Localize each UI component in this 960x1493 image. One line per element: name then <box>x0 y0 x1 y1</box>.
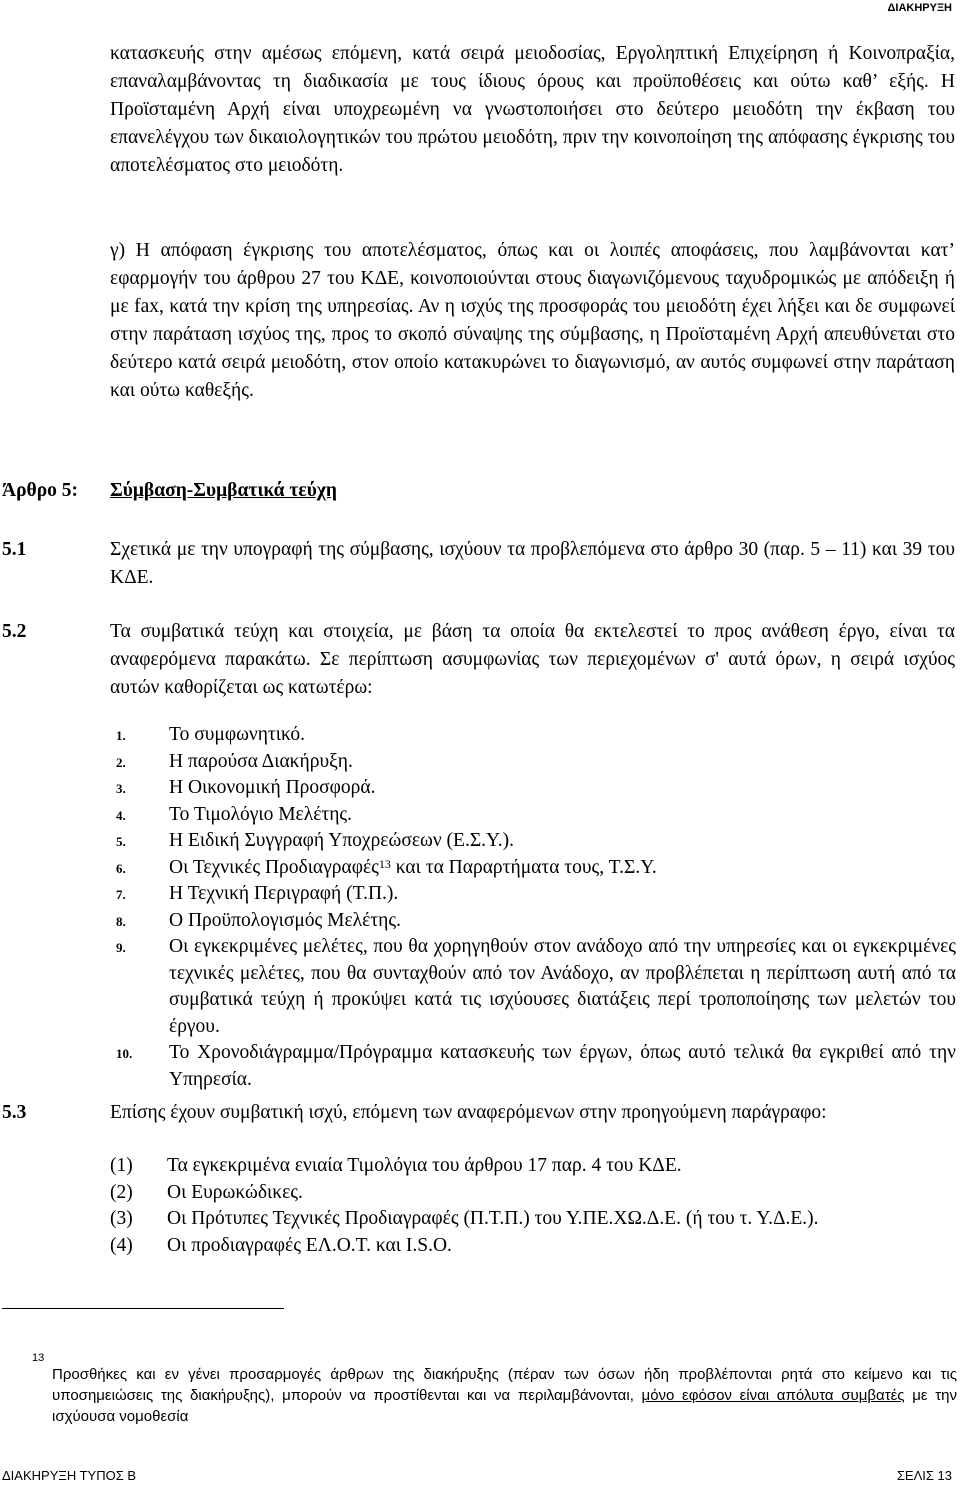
list-item-number: 2. <box>116 754 126 770</box>
list-item <box>116 775 956 802</box>
list-item-text: Η Ειδική Συγγραφή Υποχρεώσεων (Ε.Σ.Υ.). <box>169 830 514 851</box>
list-item <box>110 1180 955 1207</box>
list-item <box>116 1040 956 1093</box>
list-item-text: Οι Πρότυπες Τεχνικές Προδιαγραφές (Π.Τ.Π.) του Υ.ΠΕ.ΧΩ.Δ.Ε. (ή του τ. Υ.Δ.Ε.). <box>167 1208 819 1229</box>
list-item-text-continued: και τα Παραρτήματα τους, Τ.Σ.Υ. <box>390 856 657 878</box>
list-item-text: Οι εγκεκριμένες μελέτες, που θα χορηγηθούν στον ανάδοχο από την υπηρεσίες και οι εγκεκριμένες τεχνικές μελέτες, που θα συνταχθούν από τον Ανάδοχο, αν προβλέπεται η περίπτωση αυτή από τα συμβατικά τεύχη ή προκύψει κατά τις ισχύουσες διατάξεις περί τροποποίησης των μελετών του έργου. <box>169 936 956 1037</box>
footnote-text <box>52 1364 957 1427</box>
article-title: Σύμβαση-Συμβατικά τεύχη <box>110 480 337 501</box>
list-item <box>116 908 956 935</box>
section-5-3-number: 5.3 <box>2 1102 27 1123</box>
list-item-text: Το Χρονοδιάγραμμα/Πρόγραμμα κατασκευής των έργων, όπως αυτό τελικά θα εγκριθεί από την Υπηρεσία. <box>169 1042 956 1090</box>
list-item <box>116 722 956 749</box>
footnote-reference[interactable]: 13 <box>378 856 391 871</box>
footnote-text-start: Προσθήκες και εν γένει προσαρμογές άρθρων της διακήρυξης (πέραν των όσων ήδη προβλέπονται ρητά στο κείμενο και τις υποσημειώσεις της διακήρυξης), μπορούν να προστίθενται και να περιλαμβάνονται, <box>52 1366 957 1404</box>
list-item-text: Τα εγκεκριμένα ενιαία Τιμολόγια του άρθρου 17 παρ. 4 του ΚΔΕ. <box>167 1155 682 1176</box>
page-header-title: ΔΙΑΚΗΡΥΞΗ <box>887 2 952 14</box>
list-item-text: Το συμφωνητικό. <box>169 724 306 745</box>
list-item-number: 6. <box>116 860 126 876</box>
additional-documents-list <box>110 1153 955 1259</box>
list-item-text: Οι προδιαγραφές ΕΛ.Ο.Τ. και I.S.O. <box>167 1234 452 1256</box>
list-item-number: (3) <box>110 1208 133 1229</box>
footnote-separator <box>2 1308 284 1309</box>
contract-documents-list <box>116 722 956 1093</box>
list-item <box>116 881 956 908</box>
list-item <box>116 749 956 776</box>
list-item-number: (2) <box>110 1181 133 1203</box>
list-item <box>116 828 956 855</box>
item-c-paragraph: γ) Η απόφαση έγκρισης του αποτελέσματος, όπως και οι λοιπές αποφάσεις, που λαμβάνονται κατ’ εφαρμογήν του άρθρου 27 του ΚΔΕ, κοινοποιούνται στους διαγωνιζόμενους ταχυδρομικώς με απόδειξη ή με fax, κατά την κρίση της υπηρεσίας. Αν η ισχύς της προσφοράς του μειοδότη έχει λήξει και δε συμφωνεί στην παράταση ισχύος της, προς το σκοπό σύναψης της σύμβασης, η Προϊσταμένη Αρχή απευθύνεται στο δεύτερο κατά σειρά μειοδότη, στον οποίο κατακυρώνει το διαγωνισμό, αν αυτός συμφωνεί στην παράταση και ούτω καθεξής. <box>110 240 955 401</box>
list-item-text: Η Οικονομική Προσφορά. <box>169 777 376 798</box>
list-item <box>116 934 956 1040</box>
list-item-text: Η Τεχνική Περιγραφή (Τ.Π.). <box>169 883 399 904</box>
article-label: Άρθρο 5: <box>2 480 79 501</box>
list-item-text: Οι Τεχνικές Προδιαγραφές <box>169 856 379 878</box>
footnote-text-underlined: μόνο εφόσον είναι απόλυτα συμβατές <box>641 1387 905 1404</box>
list-item <box>110 1153 955 1180</box>
footer-document-type: ΔΙΑΚΗΡΥΞΗ ΤΥΠΟΣ Β <box>2 1468 137 1483</box>
section-5-2-number: 5.2 <box>2 621 27 642</box>
intro-paragraph: κατασκευής στην αμέσως επόμενη, κατά σειρά μειοδοσίας, Εργοληπτική Επιχείρηση ή Κοινοπραξία, επαναλαμβάνοντας τη διαδικασία με τους ίδιους όρους και προϋποθέσεις και ούτω καθ’ εξής. Η Προϊσταμένη Αρχή είναι υποχρεωμένη να γνωστοποιήσει στο δεύτερο μειοδότη την έκβαση του επανελέγχου των δικαιολογητικών του πρώτου μειοδότη, πριν την κοινοποίηση της απόφασης έγκρισης του αποτελέσματος στο μειοδότη. <box>110 43 955 176</box>
list-item-number: 3. <box>116 781 126 796</box>
list-item-number: 1. <box>116 728 126 743</box>
list-item-number: (1) <box>110 1155 133 1176</box>
list-item-number: 10. <box>116 1046 133 1061</box>
list-item-text: Οι Ευρωκώδικες. <box>167 1181 303 1203</box>
list-item-number: 4. <box>116 807 126 823</box>
section-5-2-text: Τα συμβατικά τεύχη και στοιχεία, με βάση τα οποία θα εκτελεστεί το προς ανάθεση έργο, είναι τα αναφερόμενα παρακάτω. Σε περίπτωση ασυμφωνίας των περιεχομένων σ' αυτά όρων, η σειρά ισχύος αυτών καθορίζεται ως κατωτέρω: <box>110 621 955 698</box>
list-item-number: (4) <box>110 1234 133 1256</box>
list-item-number: 5. <box>116 834 126 849</box>
list-item-number: 9. <box>116 940 126 955</box>
footer-page-number: ΣΕΛΙΣ 13 <box>896 1468 952 1483</box>
list-item-text: Ο Προϋπολογισμός Μελέτης. <box>169 909 401 931</box>
list-item-text: Το Τιμολόγιο Μελέτης. <box>169 803 353 825</box>
list-item <box>116 802 956 829</box>
footnote-mark: 13 <box>32 1352 45 1364</box>
section-5-1-number: 5.1 <box>2 539 27 560</box>
list-item-number: 7. <box>116 887 126 902</box>
list-item <box>110 1206 955 1233</box>
footnote-text-end: με την ισχύουσα νομοθεσία <box>52 1387 957 1425</box>
section-5-1-text: Σχετικά με την υπογραφή της σύμβασης, ισχύουν τα προβλεπόμενα στο άρθρο 30 (παρ. 5 – 11) και 39 του ΚΔΕ. <box>110 539 955 588</box>
list-item <box>116 855 956 882</box>
list-item <box>110 1233 955 1260</box>
list-item-text: Η παρούσα Διακήρυξη. <box>169 750 353 772</box>
article-heading <box>2 480 337 502</box>
section-5-3-text: Επίσης έχουν συμβατική ισχύ, επόμενη των αναφερόμενων στην προηγούμενη παράγραφο: <box>110 1102 827 1123</box>
list-item-number: 8. <box>116 913 126 929</box>
